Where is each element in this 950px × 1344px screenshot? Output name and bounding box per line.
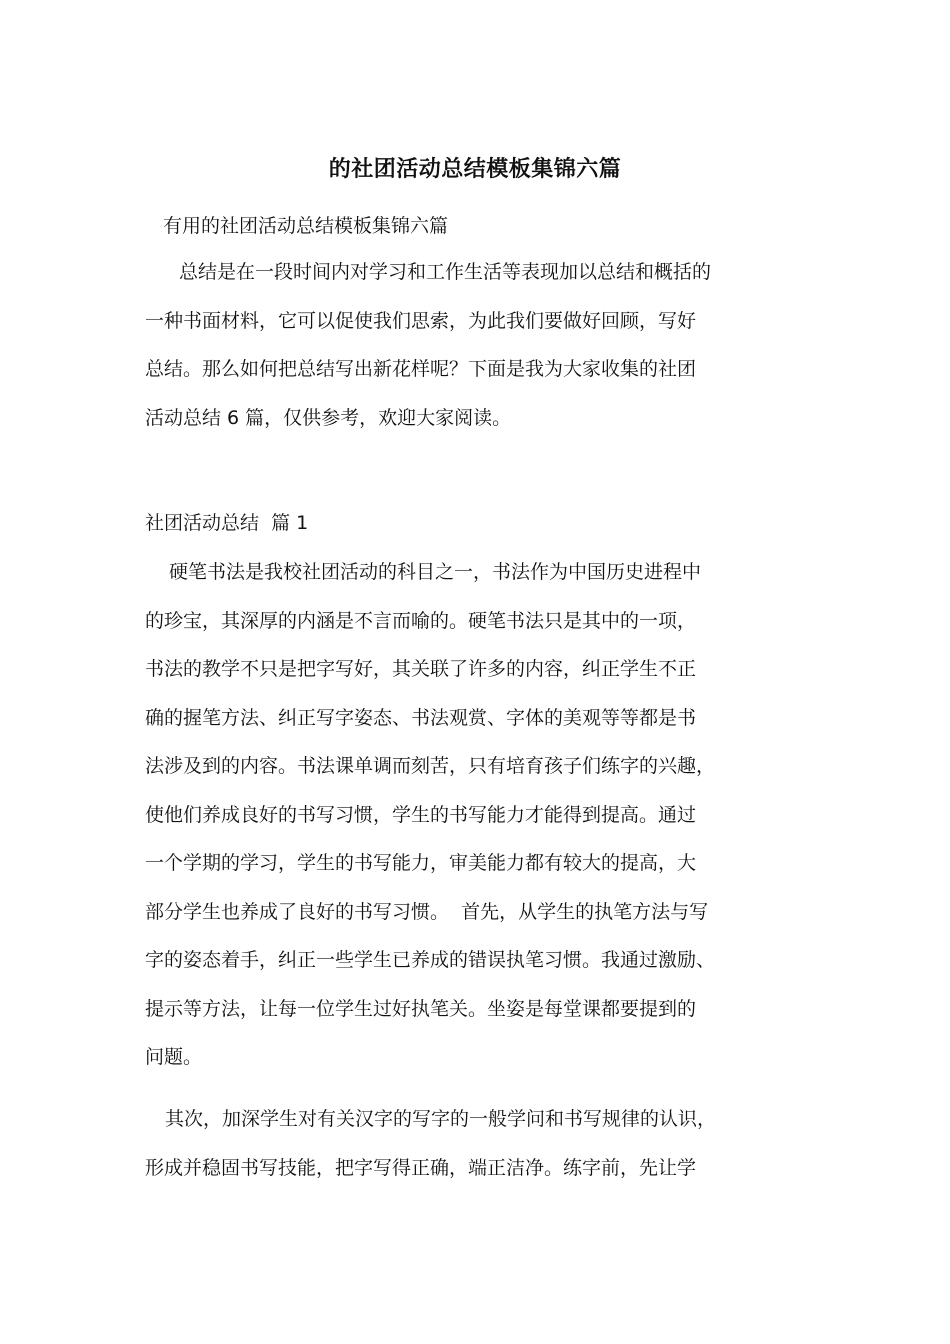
text-line: 部分学生也养成了良好的书写习惯。 首先，从学生的执笔方法与写 bbox=[145, 900, 709, 923]
intro-paragraph bbox=[145, 248, 805, 442]
body-paragraph-2 bbox=[145, 1095, 805, 1192]
text-line: 总结是在一段时间内对学习和工作生活等表现加以总结和概括的 bbox=[179, 261, 712, 283]
text-line: 硬笔书法是我校社团活动的科目之一，书法作为中国历史进程中 bbox=[169, 561, 702, 583]
document-subtitle: 有用的社团活动总结模板集锦六篇 bbox=[163, 215, 449, 237]
text-line: 一种书面材料，它可以促使我们思索，为此我们要做好回顾，写好 bbox=[145, 309, 697, 332]
text-line: 字的姿态着手，纠正一些学生已养成的错误执笔习惯。我通过激励、 bbox=[145, 949, 716, 971]
text-line: 活动总结 6 篇，仅供参考，欢迎大家阅读。 bbox=[145, 406, 512, 429]
text-line: 使他们养成良好的书写习惯，学生的书写能力才能得到提高。通过 bbox=[145, 803, 697, 826]
text-line: 的珍宝，其深厚的内涵是不言而喻的。硬笔书法只是其中的一项， bbox=[145, 609, 697, 632]
text-line: 确的握笔方法、纠正写字姿态、书法观赏、字体的美观等等都是书 bbox=[145, 706, 697, 729]
text-line: 提示等方法，让每一位学生过好执笔关。坐姿是每堂课都要提到的 bbox=[145, 997, 697, 1020]
text-line: 总结。那么如何把总结写出新花样呢？下面是我为大家收集的社团 bbox=[145, 358, 697, 380]
text-line: 一个学期的学习，学生的书写能力，审美能力都有较大的提高，大 bbox=[145, 852, 697, 874]
text-line: 其次，加深学生对有关汉字的写字的一般学问和书写规律的认识， bbox=[165, 1108, 717, 1130]
text-line: 问题。 bbox=[145, 1046, 203, 1068]
section-heading: 社团活动总结 篇 1 bbox=[145, 512, 309, 534]
text-line: 形成并稳固书写技能，把字写得正确，端正洁净。练字前，先让学 bbox=[145, 1156, 697, 1179]
text-line: 法涉及到的内容。书法课单调而刻苦，只有培育孩子们练字的兴趣， bbox=[145, 755, 716, 777]
text-line: 书法的教学不只是把字写好，其关联了许多的内容，纠正学生不正 bbox=[145, 658, 697, 680]
body-paragraph-1 bbox=[145, 548, 805, 1082]
document-title: 的社团活动总结模板集锦六篇 bbox=[328, 157, 622, 182]
